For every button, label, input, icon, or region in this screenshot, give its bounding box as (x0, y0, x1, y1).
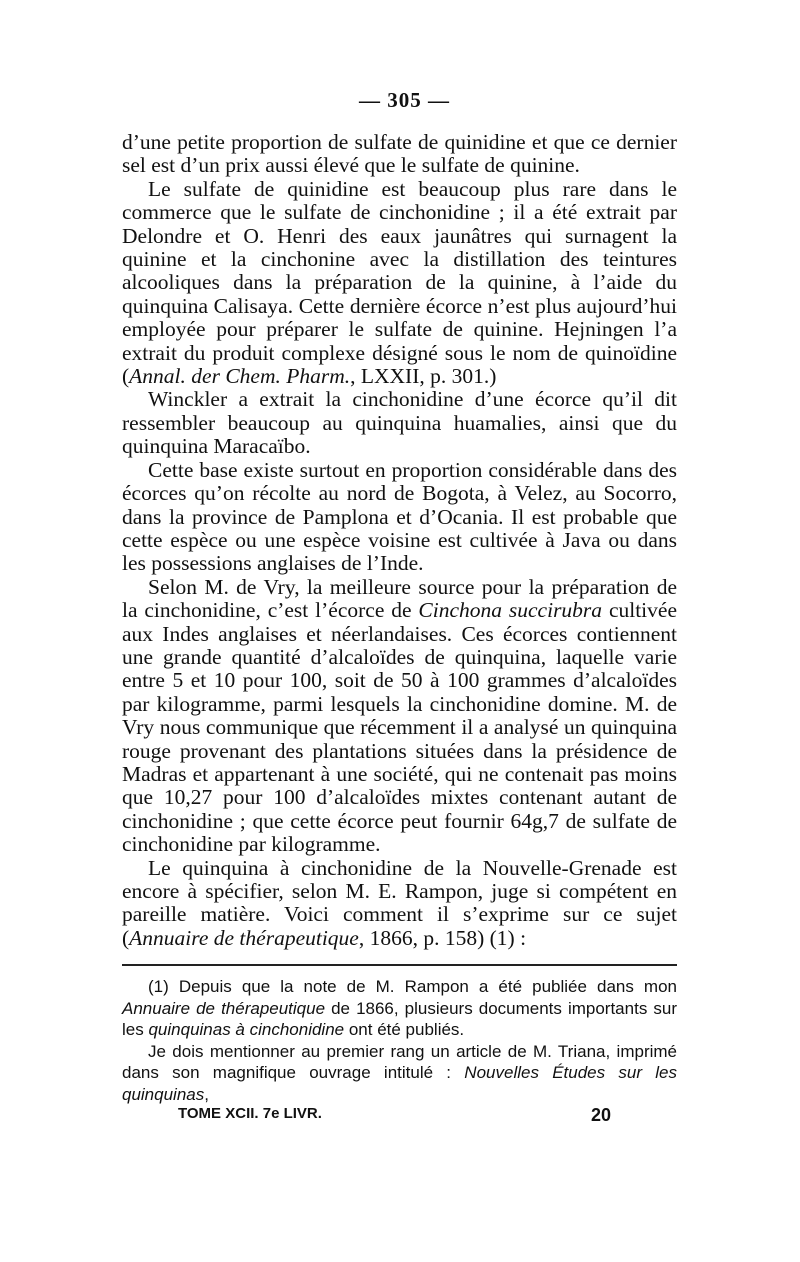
text-run: (1) Depuis que la note de M. Rampon a été publiée dans mon (148, 977, 677, 997)
italic-text: Nouvelles Études sur les quinquinas (122, 1063, 677, 1104)
text-run: Selon M. de Vry, la meilleure source pour la préparation de la cinchonidine, c’est l’écorce de (122, 574, 677, 623)
page-number: — 305 — (359, 88, 450, 112)
paragraph (122, 459, 677, 576)
paragraph (122, 388, 677, 458)
text-run: Je dois mentionner au premier rang un article de M. Triana, imprimé dans son magnifique ouvrage intitulé : (122, 1041, 677, 1083)
main-text (122, 131, 677, 950)
text-run: ont été publiés. (344, 1020, 465, 1040)
text-run: Le sulfate de quinidine est beaucoup plus rare dans le commerce que le sulfate de cinchonidine ; il a été extrait par Delondre et O. Henri des eaux jaunâtres qui surnagent la quinine et la cinchonine avec la distillation des teintures alcooliques dans la préparation de la quinine, à l’aide du quinquina Calisaya. Cette dernière écorce n’est plus aujourd’hui employée pour préparer le sulfate de quinine. Hejningen l’a extrait du produit complexe désigné sous le nom de quinoïdine ( (122, 176, 677, 389)
text-run: cultivée aux Indes anglaises et néerlandaises. Ces écorces contiennent une grande quantité d’alcaloïdes de quinquina, laquelle varie entre 5 et 10 pour 100, soit de 50 à 100 grammes d’alcaloïdes par kilogramme, parmi lesquels la cinchonidine domine. M. de Vry nous communique que récemment il a analysé un quinquina rouge provenant des plantations situées dans la présidence de Madras et appartenant à une société, qui ne contenait pas moins que 10,27 pour 100 d’alcaloïdes mixtes contenant autant de cinchonidine ; que cette écorce peut fournir 64g,7 de sulfate de cinchonidine par kilogramme. (122, 598, 677, 857)
footnote-rule (122, 964, 677, 966)
italic-text: Annuaire de thérapeutique (122, 998, 326, 1018)
paragraph (122, 131, 677, 178)
printer-signature (122, 1105, 677, 1126)
text-run: Le quinquina à cinchonidine de la Nouvelle-Grenade est encore à spécifier, selon M. E. Rampon, juge si compétent en pareille matière. Voici comment il s’exprime sur ce sujet ( (122, 855, 677, 950)
text-run: , 1866, p. 158) (1) : (358, 925, 527, 950)
italic-text: Cinchona succirubra (418, 598, 603, 623)
paragraph (122, 576, 677, 857)
footnote (122, 976, 677, 1041)
text-run: d’une petite proportion de sulfate de quinidine et que ce dernier sel est d’un prix aussi élevé que le sulfate de quinine. (122, 130, 677, 178)
italic-text: Annuaire de thérapeutique (129, 925, 359, 950)
paragraph (122, 178, 677, 389)
footnotes (122, 976, 677, 1105)
italic-text: Annal. der Chem. Pharm. (129, 364, 351, 389)
text-run: Cette base existe surtout en proportion considérable dans des écorces qu’on récolte au nord de Bogota, à Velez, au Socorro, dans la province de Pamplona et d’Ocania. Il est probable que cette espèce ou une espèce voisine est cultivée à Java ou dans les possessions anglaises de l’Inde. (122, 457, 677, 576)
italic-text: quinquinas à cinchonidine (148, 1020, 345, 1040)
text-run: Winckler a extrait la cinchonidine d’une écorce qu’il dit ressembler beaucoup au quinquina huamalies, ainsi que du quinquina Maracaïbo. (122, 387, 677, 459)
text-run: , (204, 1084, 209, 1104)
text-run: , LXXII, p. 301.) (350, 364, 497, 389)
signature-number: 20 (590, 1105, 611, 1126)
signature-volume: TOME XCII. 7e LIVR. (178, 1105, 322, 1123)
book-page (122, 88, 677, 1126)
paragraph (122, 857, 677, 951)
text-run: de 1866, plusieurs documents importants sur les (122, 998, 677, 1040)
footnote (122, 1041, 677, 1106)
